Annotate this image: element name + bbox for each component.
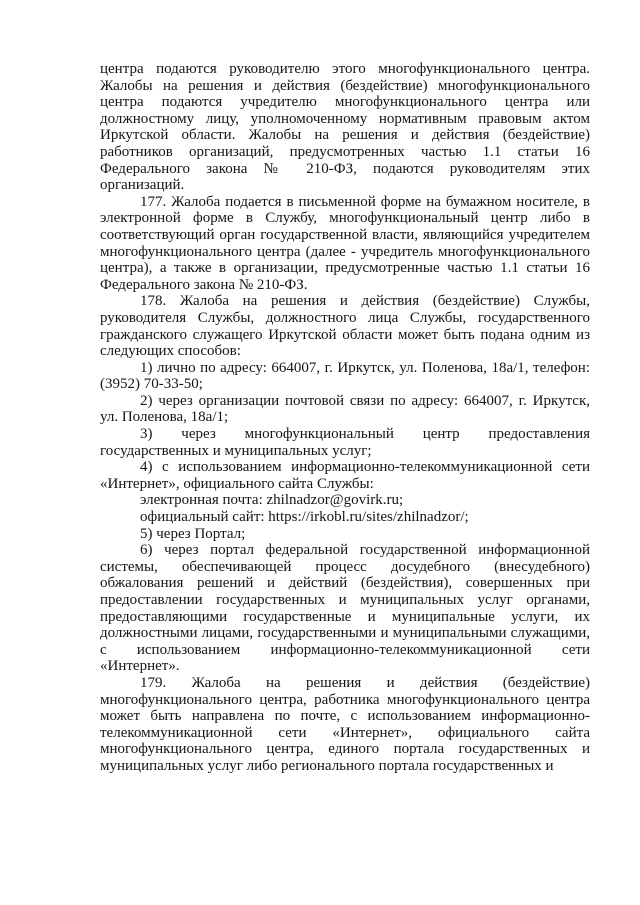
paragraph-178: 178. Жалоба на решения и действия (бездействие) Службы, руководителя Службы, должностного лица Службы, государственного гражданского служащего Иркутской области может быть подана одним из следующих способов: <box>100 293 590 360</box>
list-item-in-person: 1) лично по адресу: 664007, г. Иркутск, ул. Поленова, 18а/1, телефон: (3952) 70-33-50; <box>100 359 590 393</box>
document-body <box>100 61 590 775</box>
list-item-federal-portal: 6) через портал федеральной государственной информационной системы, обеспечивающей процесс досудебного (внесудебного) обжалования решений и действий (бездействия), совершенных при предоставлении государственных и муниципальных услуг органами, предоставляющими государственные и муниципальные услуги, их должностными лицами, государственными и муниципальными служащими, с использованием информационно-телекоммуникационной сети «Интернет». <box>100 542 590 675</box>
website-line: официальный сайт: https://irkobl.ru/sites/zhilnadzor/; <box>140 509 469 526</box>
list-item-portal: 5) через Портал; <box>140 525 246 542</box>
paragraph-177: 177. Жалоба подается в письменной форме на бумажном носителе, в электронной форме в Службу, многофункциональный центр либо в соответствующий орган государственной власти, являющийся учредителем многофункционального центра (далее - учредитель многофункционального центра), а также в организации, предусмотренные частью 1.1 статьи 16 Федерального закона № 210-ФЗ. <box>100 193 590 293</box>
email-line: электронная почта: zhilnadzor@govirk.ru; <box>140 492 404 509</box>
list-item-mfc: 3) через многофункциональный центр предоставления государственных и муниципальных услуг; <box>100 426 590 459</box>
paragraph-176-continuation: центра подаются руководителю этого многофункционального центра. Жалобы на решения и действия (бездействие) многофункционального центра подаются учредителю многофункционального центра или должностному лицу, уполномоченному нормативным правовым актом Иркутской области. Жалобы на решения и действия (бездействие) работников организаций, предусмотренных частью 1.1 статьи 16 Федерального закона № 210-ФЗ, подаются руководителям этих организаций. <box>100 61 590 194</box>
paragraph-179: 179. Жалоба на решения и действия (бездействие) многофункционального центра, работника многофункционального центра может быть направлена по почте, с использованием информационно-телекоммуникационной сети «Интернет», официального сайта многофункционального центра, единого портала государственных и муниципальных услуг либо регионального портала государственных и <box>100 674 590 774</box>
list-item-internet: 4) с использованием информационно-телекоммуникационной сети «Интернет», официального сайта Службы: <box>100 459 590 492</box>
list-item-postal: 2) через организации почтовой связи по адресу: 664007, г. Иркутск, ул. Поленова, 18а/1; <box>100 392 590 426</box>
